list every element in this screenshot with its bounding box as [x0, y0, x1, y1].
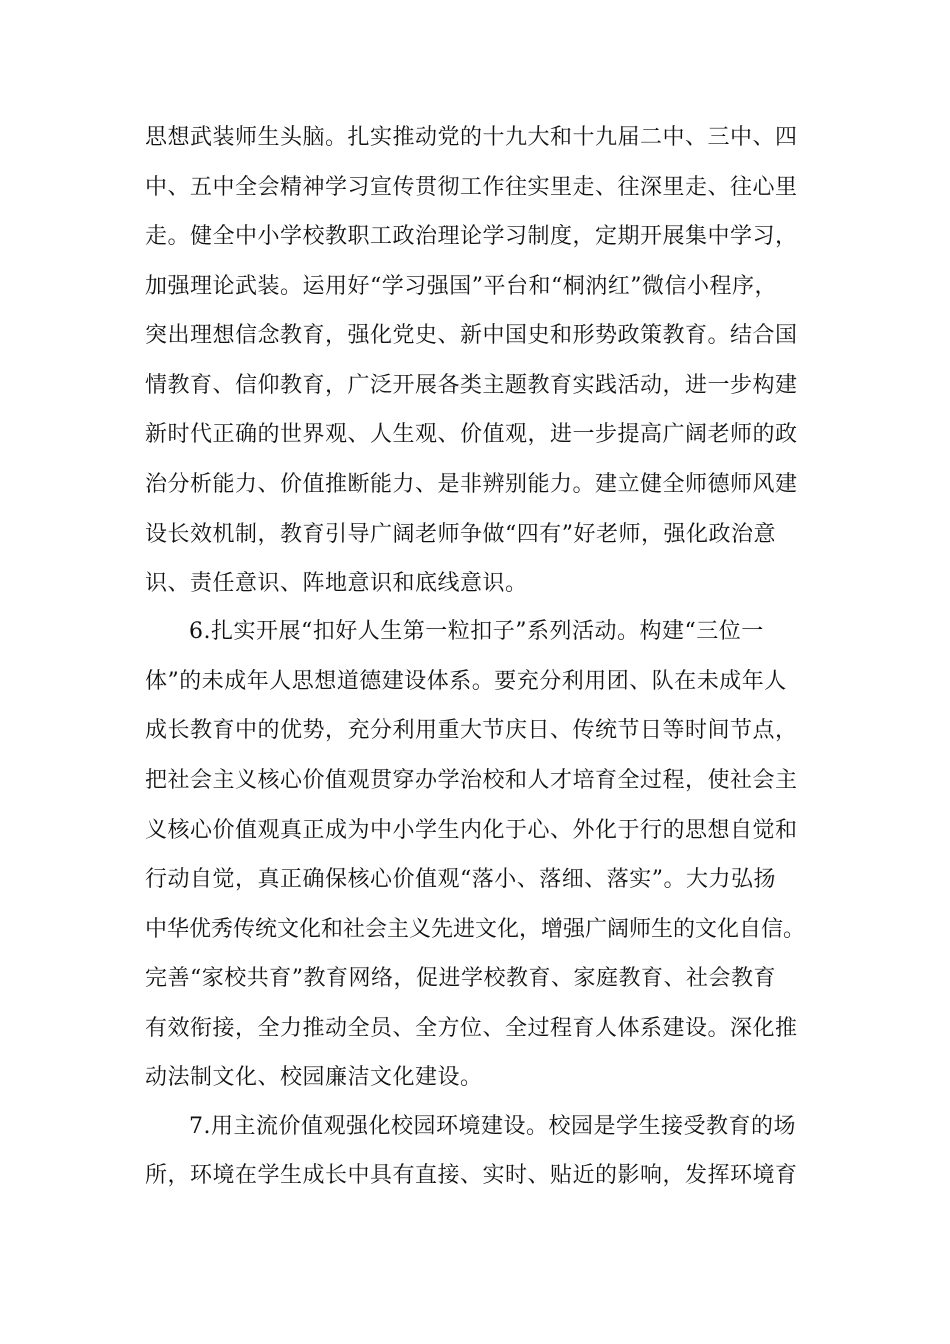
text-line: 有效衔接，全力推动全员、全方位、全过程育人体系建设。深化推 — [145, 1016, 798, 1041]
text-line: 6.扎实开展“扣好人生第一粒扣子”系列活动。构建“三位一 — [189, 619, 764, 644]
text-line: 7.用主流价值观强化校园环境建设。校园是学生接受教育的场 — [189, 1114, 796, 1139]
text-line: 新时代正确的世界观、人生观、价值观，进一步提高广阔老师的政 — [145, 422, 798, 447]
text-line: 义核心价值观真正成为中小学生内化于心、外化于行的思想自觉和 — [145, 818, 798, 843]
text-line: 情教育、信仰教育，广泛开展各类主题教育实践活动，进一步构建 — [145, 373, 798, 398]
text-line: 加强理论武装。运用好“学习强国”平台和“桐汭红”微信小程序， — [145, 274, 777, 299]
text-line: 识、责任意识、阵地意识和底线意识。 — [145, 571, 528, 596]
text-line: 中华优秀传统文化和社会主义先进文化，增强广阔师生的文化自信。 — [145, 917, 806, 942]
text-line: 动法制文化、校园廉洁文化建设。 — [145, 1065, 483, 1090]
text-line: 治分析能力、价值推断能力、是非辨别能力。建立健全师德师风建 — [145, 472, 798, 497]
text-line: 走。健全中小学校教职工政治理论学习制度，定期开展集中学习， — [145, 224, 798, 249]
text-line: 行动自觉，真正确保核心价值观“落小、落细、落实”。大力弘扬 — [145, 867, 776, 892]
text-line: 思想武装师生头脑。扎实推动党的十九大和十九届二中、三中、四 — [145, 125, 798, 150]
text-line: 成长教育中的优势，充分利用重大节庆日、传统节日等时间节点， — [145, 718, 798, 743]
text-line: 突出理想信念教育，强化党史、新中国史和形势政策教育。结合国 — [145, 323, 798, 348]
text-line: 把社会主义核心价值观贯穿办学治校和人才培育全过程，使社会主 — [145, 768, 798, 793]
text-line: 中、五中全会精神学习宣传贯彻工作往实里走、往深里走、往心里 — [145, 175, 798, 200]
text-line: 体”的未成年人思想道德建设体系。要充分利用团、队在未成年人 — [145, 669, 787, 694]
text-line: 设长效机制，教育引导广阔老师争做“四有”好老师，强化政治意 — [145, 522, 776, 547]
text-line: 完善“家校共育”教育网络，促进学校教育、家庭教育、社会教育 — [145, 966, 776, 991]
text-line: 所，环境在学生成长中具有直接、实时、贴近的影响，发挥环境育 — [145, 1163, 798, 1188]
